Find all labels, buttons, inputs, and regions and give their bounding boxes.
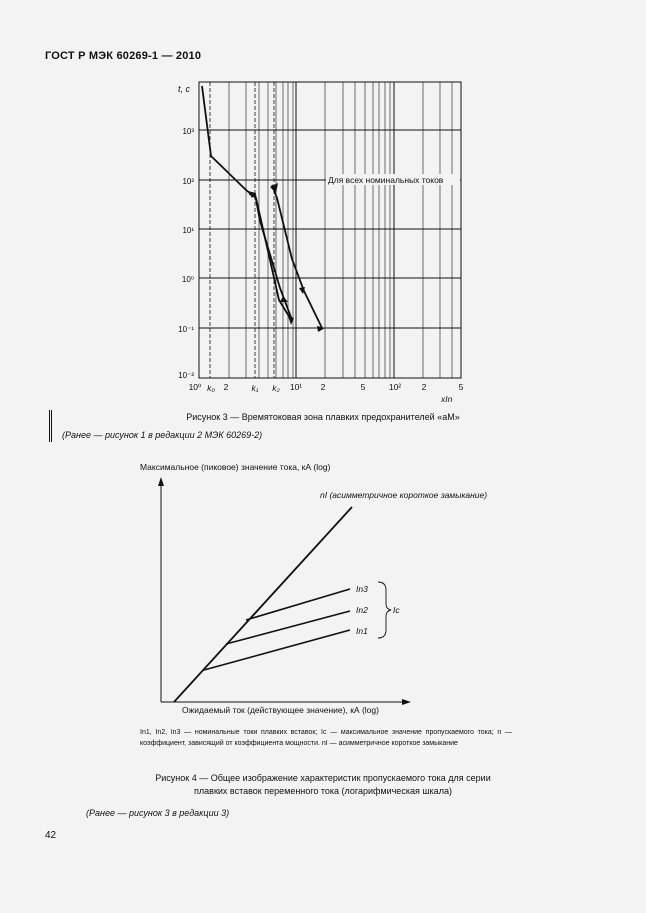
- fig3-annotation: Для всех номинальных токов: [328, 175, 444, 185]
- fig4-asymmetric-line: [174, 507, 352, 702]
- fig4-brace-label: Ic: [393, 605, 400, 615]
- fig3-y-tick: 10⁻¹: [178, 325, 194, 334]
- fig3-k-marker-lines: [210, 82, 274, 378]
- fig4-x-arrow: [402, 699, 411, 705]
- fig3-h-gridlines: [199, 130, 461, 328]
- page-number: 42: [45, 830, 57, 841]
- fig3-y-axis-label: t, c: [178, 84, 191, 94]
- fig3-upper-boundary: [272, 185, 322, 328]
- fig3-y-tick: 10¹: [182, 226, 194, 235]
- fig3-y-tick: 10²: [182, 177, 194, 186]
- fig3-plot-frame: [199, 82, 461, 378]
- fig3-x-tick: k₀: [207, 383, 215, 393]
- fig3-x-tick: 10²: [388, 382, 402, 392]
- fig4-caption-line2: плавких вставок переменного тока (логарифмическая шкала): [194, 786, 452, 796]
- page-header: ГОСТ Р МЭК 60269-1 — 2010: [45, 50, 202, 62]
- fig3-zone-curves: [202, 86, 322, 328]
- fig3-x-tick: 2: [421, 382, 427, 392]
- fig3-y-ticks: [178, 127, 194, 380]
- fig4-caption-line1: Рисунок 4 — Общее изображение характеристик пропускаемого тока для серии: [155, 773, 491, 783]
- fig3-x-tick: 5: [458, 382, 464, 392]
- fig4-line-In1: [204, 630, 350, 670]
- fig4-asymmetric-label: nI (асимметричное короткое замыкание): [320, 490, 488, 500]
- fig3-y-tick: 10⁻²: [178, 371, 194, 380]
- figure4-chart: [140, 462, 487, 715]
- fig4-y-axis-label: Максимальное (пиковое) значение тока, кА (log): [140, 462, 331, 472]
- fig3-x-tick: 10¹: [289, 382, 303, 392]
- fig3-x-tick: 2: [320, 382, 326, 392]
- fig4-legend-note: In1, In2, In3 — номинальные токи плавких вставок; Ic — максимальное значение пропускаемого тока; n — коэффициент, зависящий от коэффициента мощности. nI — асимметричное короткое замыкание: [140, 729, 512, 747]
- fig3-y-tick: 10⁰: [181, 275, 194, 284]
- fig4-y-arrow: [158, 477, 164, 486]
- fig4-series-lines: [204, 589, 350, 670]
- fig4-x-axis-label: Ожидаемый ток (действующее значение), кА (log): [182, 705, 379, 715]
- fig4-line-In2: [226, 611, 350, 644]
- fig3-x-ticks: [189, 382, 464, 393]
- fig3-x-tick: k₁: [251, 383, 259, 393]
- fig4-note: (Ранее — рисунок 3 в редакции 3): [86, 808, 230, 818]
- fig3-x-axis-label: xIn: [441, 394, 453, 404]
- fig4-series-labels: [356, 584, 368, 636]
- fig3-caption: Рисунок 3 — Времятоковая зона плавких предохранителей «aM»: [186, 412, 460, 422]
- fig3-x-tick: k₂: [272, 383, 280, 393]
- fig3-note: (Ранее — рисунок 1 в редакции 2 МЭК 60269-2): [62, 430, 263, 440]
- fig4-brace: [378, 582, 391, 638]
- figure3-chart: [178, 82, 464, 404]
- fig4-label-In1: In1: [356, 626, 368, 636]
- fig3-x-tick: 10⁰: [188, 382, 202, 392]
- fig4-label-In3: In3: [356, 584, 368, 594]
- fig3-x-tick: 5: [360, 382, 366, 392]
- fig4-label-In2: In2: [356, 605, 368, 615]
- fig3-y-tick: 10³: [182, 127, 194, 136]
- fig3-x-tick: 2: [223, 382, 229, 392]
